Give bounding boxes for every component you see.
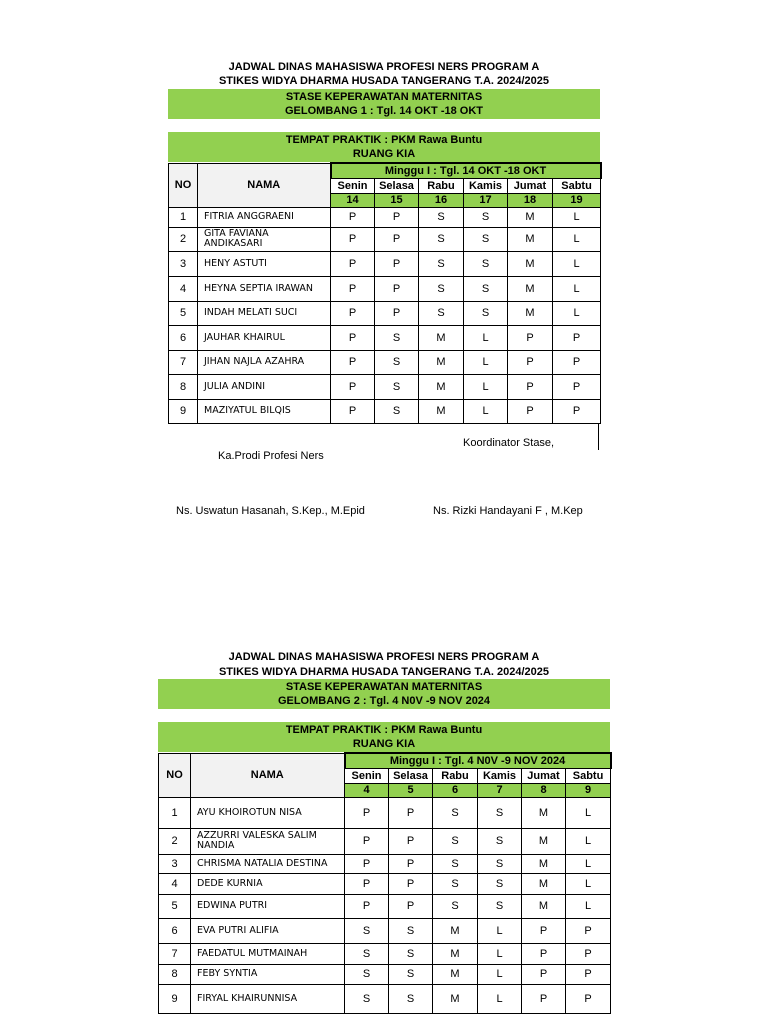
row-number: 7	[169, 350, 198, 374]
shift-cell: S	[419, 227, 464, 251]
shift-cell: S	[389, 964, 433, 984]
table-row	[169, 301, 601, 325]
shift-cell: P	[345, 828, 389, 854]
shift-cell: P	[331, 227, 375, 251]
shift-cell: M	[433, 918, 478, 943]
shift-cell: S	[419, 207, 464, 227]
shift-cell: P	[389, 797, 433, 828]
shift-cell: L	[553, 276, 601, 301]
shift-cell: S	[464, 251, 508, 276]
shift-cell: P	[375, 251, 419, 276]
shift-cell: M	[522, 894, 566, 918]
col-nama-header: NAMA	[198, 163, 331, 207]
table-row	[169, 276, 601, 301]
day-header: Selasa	[375, 178, 419, 193]
shift-cell: P	[375, 227, 419, 251]
student-name: INDAH MELATI SUCI	[198, 301, 331, 325]
stase-banner	[158, 679, 610, 709]
tempat-banner	[168, 132, 600, 162]
shift-cell: P	[508, 374, 553, 399]
shift-cell: P	[331, 325, 375, 350]
shift-cell: L	[553, 301, 601, 325]
table-row	[169, 251, 601, 276]
row-number: 7	[159, 943, 191, 964]
shift-cell: M	[522, 828, 566, 854]
shift-cell: P	[375, 276, 419, 301]
student-name: EDWINA PUTRI	[191, 894, 345, 918]
shift-cell: P	[553, 325, 601, 350]
row-number: 5	[169, 301, 198, 325]
student-name: CHRISMA NATALIA DESTINA	[191, 854, 345, 873]
title-line-1: JADWAL DINAS MAHASISWA PROFESI NERS PROGRAM A	[228, 651, 540, 663]
date-header: 15	[375, 193, 419, 207]
date-header: 8	[522, 783, 566, 797]
student-name: AZZURRI VALESKA SALIM NANDIA	[191, 828, 345, 854]
shift-cell: L	[478, 964, 522, 984]
shift-cell: S	[478, 797, 522, 828]
shift-cell: P	[389, 828, 433, 854]
shift-cell: S	[433, 894, 478, 918]
student-name: JIHAN NAJLA AZAHRA	[198, 350, 331, 374]
shift-cell: P	[553, 374, 601, 399]
shift-cell: P	[389, 854, 433, 873]
shift-cell: M	[433, 984, 478, 1013]
row-number: 4	[159, 873, 191, 894]
ruang-label: RUANG KIA	[352, 738, 416, 750]
day-header: Jumat	[522, 768, 566, 783]
date-header: 14	[331, 193, 375, 207]
day-header: Senin	[331, 178, 375, 193]
shift-cell: L	[566, 828, 611, 854]
shift-cell: P	[553, 350, 601, 374]
shift-cell: S	[345, 918, 389, 943]
shift-cell: P	[345, 854, 389, 873]
col-no-header: NO	[159, 753, 191, 797]
shift-cell: L	[553, 227, 601, 251]
row-number: 8	[169, 374, 198, 399]
shift-cell: P	[331, 301, 375, 325]
shift-cell: S	[433, 854, 478, 873]
shift-cell: P	[522, 918, 566, 943]
shift-cell: P	[522, 943, 566, 964]
shift-cell: S	[464, 207, 508, 227]
shift-cell: P	[566, 984, 611, 1013]
gelombang-label: GELOMBANG 2 : Tgl. 4 N0V -9 NOV 2024	[277, 695, 491, 707]
shift-cell: M	[419, 325, 464, 350]
title-line-2: STIKES WIDYA DHARMA HUSADA TANGERANG T.A. 2024/2025	[218, 75, 550, 87]
shift-cell: P	[566, 918, 611, 943]
shift-cell: L	[464, 325, 508, 350]
shift-cell: L	[566, 854, 611, 873]
col-no-header: NO	[169, 163, 198, 207]
row-number: 5	[159, 894, 191, 918]
day-header: Rabu	[433, 768, 478, 783]
shift-cell: L	[464, 374, 508, 399]
shift-cell: S	[389, 943, 433, 964]
shift-cell: P	[553, 399, 601, 423]
shift-cell: M	[522, 797, 566, 828]
date-header: 4	[345, 783, 389, 797]
student-name: FITRIA ANGGRAENI	[198, 207, 331, 227]
shift-cell: P	[345, 873, 389, 894]
kaprodi-label: Ka.Prodi Profesi Ners	[218, 450, 324, 462]
shift-cell: P	[508, 350, 553, 374]
shift-cell: P	[522, 984, 566, 1013]
signatory-right: Ns. Rizki Handayani F , M.Kep	[433, 505, 583, 517]
table-row	[159, 797, 611, 828]
row-number: 3	[159, 854, 191, 873]
row-number: 1	[159, 797, 191, 828]
shift-cell: L	[566, 873, 611, 894]
day-header: Sabtu	[553, 178, 601, 193]
table-row	[159, 854, 611, 873]
student-name: AYU KHOIROTUN NISA	[191, 797, 345, 828]
shift-cell: S	[345, 964, 389, 984]
row-number: 2	[169, 227, 198, 251]
tempat-label: TEMPAT PRAKTIK : PKM Rawa Buntu	[285, 724, 483, 736]
date-header: 18	[508, 193, 553, 207]
shift-cell: M	[508, 276, 553, 301]
shift-cell: L	[566, 797, 611, 828]
shift-cell: S	[375, 399, 419, 423]
date-header: 17	[464, 193, 508, 207]
stase-label: STASE KEPERAWATAN MATERNITAS	[285, 681, 483, 693]
shift-cell: M	[433, 964, 478, 984]
shift-cell: S	[464, 301, 508, 325]
tempat-label: TEMPAT PRAKTIK : PKM Rawa Buntu	[285, 134, 483, 146]
student-name: HEYNA SEPTIA IRAWAN	[198, 276, 331, 301]
shift-cell: S	[375, 325, 419, 350]
day-header: Selasa	[389, 768, 433, 783]
shift-cell: M	[419, 350, 464, 374]
shift-cell: S	[389, 984, 433, 1013]
student-name: MAZIYATUL BILQIS	[198, 399, 331, 423]
day-header: Jumat	[508, 178, 553, 193]
shift-cell: S	[345, 984, 389, 1013]
row-number: 1	[169, 207, 198, 227]
row-number: 6	[159, 918, 191, 943]
table-row	[159, 964, 611, 984]
date-header: 9	[566, 783, 611, 797]
stase-banner	[168, 89, 600, 119]
shift-cell: S	[464, 276, 508, 301]
koordinator-label: Koordinator Stase,	[463, 437, 555, 449]
col-nama-header: NAMA	[191, 753, 345, 797]
date-header: 6	[433, 783, 478, 797]
shift-cell: M	[433, 943, 478, 964]
shift-cell: P	[389, 894, 433, 918]
day-header: Rabu	[419, 178, 464, 193]
week-header: Minggu I : Tgl. 4 N0V -9 NOV 2024	[345, 753, 611, 768]
title-line-1: JADWAL DINAS MAHASISWA PROFESI NERS PROGRAM A	[228, 61, 540, 73]
schedule-table-2	[158, 752, 612, 1014]
shift-cell: P	[331, 276, 375, 301]
shift-cell: S	[478, 894, 522, 918]
student-name: FEBY SYNTIA	[191, 964, 345, 984]
shift-cell: M	[419, 374, 464, 399]
shift-cell: S	[375, 374, 419, 399]
shift-cell: S	[419, 276, 464, 301]
schedule-table-1	[168, 162, 602, 424]
shift-cell: S	[389, 918, 433, 943]
shift-cell: P	[522, 964, 566, 984]
shift-cell: M	[522, 854, 566, 873]
day-header: Senin	[345, 768, 389, 783]
shift-cell: P	[331, 374, 375, 399]
row-number: 3	[169, 251, 198, 276]
signatory-left: Ns. Uswatun Hasanah, S.Kep., M.Epid	[176, 505, 365, 517]
table-row	[159, 918, 611, 943]
row-number: 6	[169, 325, 198, 350]
shift-cell: S	[464, 227, 508, 251]
shift-cell: P	[331, 350, 375, 374]
shift-cell: M	[508, 207, 553, 227]
shift-cell: P	[375, 301, 419, 325]
shift-cell: P	[331, 251, 375, 276]
row-number: 4	[169, 276, 198, 301]
shift-cell: P	[508, 325, 553, 350]
shift-cell: L	[464, 350, 508, 374]
table-row	[169, 374, 601, 399]
border-line	[598, 424, 599, 450]
table-row	[169, 399, 601, 423]
shift-cell: S	[433, 797, 478, 828]
shift-cell: L	[478, 984, 522, 1013]
shift-cell: S	[345, 943, 389, 964]
row-number: 8	[159, 964, 191, 984]
student-name: JULIA ANDINI	[198, 374, 331, 399]
student-name: FIRYAL KHAIRUNNISA	[191, 984, 345, 1013]
shift-cell: P	[508, 399, 553, 423]
ruang-label: RUANG KIA	[352, 148, 416, 160]
date-header: 7	[478, 783, 522, 797]
row-number: 9	[169, 399, 198, 423]
day-header: Sabtu	[566, 768, 611, 783]
date-header: 16	[419, 193, 464, 207]
table-row	[169, 227, 601, 251]
shift-cell: L	[478, 918, 522, 943]
row-number: 2	[159, 828, 191, 854]
shift-cell: L	[553, 251, 601, 276]
shift-cell: S	[433, 873, 478, 894]
date-header: 5	[389, 783, 433, 797]
table-row	[169, 350, 601, 374]
shift-cell: P	[566, 943, 611, 964]
shift-cell: L	[464, 399, 508, 423]
student-name: EVA PUTRI ALIFIA	[191, 918, 345, 943]
gelombang-label: GELOMBANG 1 : Tgl. 14 OKT -18 OKT	[284, 105, 484, 117]
shift-cell: L	[553, 207, 601, 227]
shift-cell: L	[566, 894, 611, 918]
shift-cell: P	[331, 207, 375, 227]
table-row	[169, 207, 601, 227]
shift-cell: M	[508, 227, 553, 251]
table-row	[169, 325, 601, 350]
student-name: DEDE KURNIA	[191, 873, 345, 894]
shift-cell: L	[478, 943, 522, 964]
shift-cell: M	[508, 301, 553, 325]
shift-cell: P	[389, 873, 433, 894]
tempat-banner	[158, 722, 610, 752]
shift-cell: P	[345, 797, 389, 828]
shift-cell: S	[478, 854, 522, 873]
shift-cell: P	[375, 207, 419, 227]
week-header: Minggu I : Tgl. 14 OKT -18 OKT	[331, 163, 601, 178]
shift-cell: P	[331, 399, 375, 423]
shift-cell: M	[419, 399, 464, 423]
shift-cell: S	[433, 828, 478, 854]
stase-label: STASE KEPERAWATAN MATERNITAS	[285, 91, 483, 103]
shift-cell: P	[345, 894, 389, 918]
day-header: Kamis	[464, 178, 508, 193]
table-row	[159, 894, 611, 918]
title-line-2: STIKES WIDYA DHARMA HUSADA TANGERANG T.A. 2024/2025	[218, 666, 550, 678]
student-name: JAUHAR KHAIRUL	[198, 325, 331, 350]
date-header: 19	[553, 193, 601, 207]
shift-cell: M	[522, 873, 566, 894]
shift-cell: S	[478, 828, 522, 854]
table-row	[159, 984, 611, 1013]
student-name: GITA FAVIANA ANDIKASARI	[198, 227, 331, 251]
student-name: FAEDATUL MUTMAINAH	[191, 943, 345, 964]
shift-cell: S	[419, 251, 464, 276]
table-row	[159, 943, 611, 964]
day-header: Kamis	[478, 768, 522, 783]
student-name: HENY ASTUTI	[198, 251, 331, 276]
shift-cell: M	[508, 251, 553, 276]
row-number: 9	[159, 984, 191, 1013]
shift-cell: S	[478, 873, 522, 894]
shift-cell: S	[419, 301, 464, 325]
shift-cell: S	[375, 350, 419, 374]
table-row	[159, 873, 611, 894]
shift-cell: P	[566, 964, 611, 984]
table-row	[159, 828, 611, 854]
